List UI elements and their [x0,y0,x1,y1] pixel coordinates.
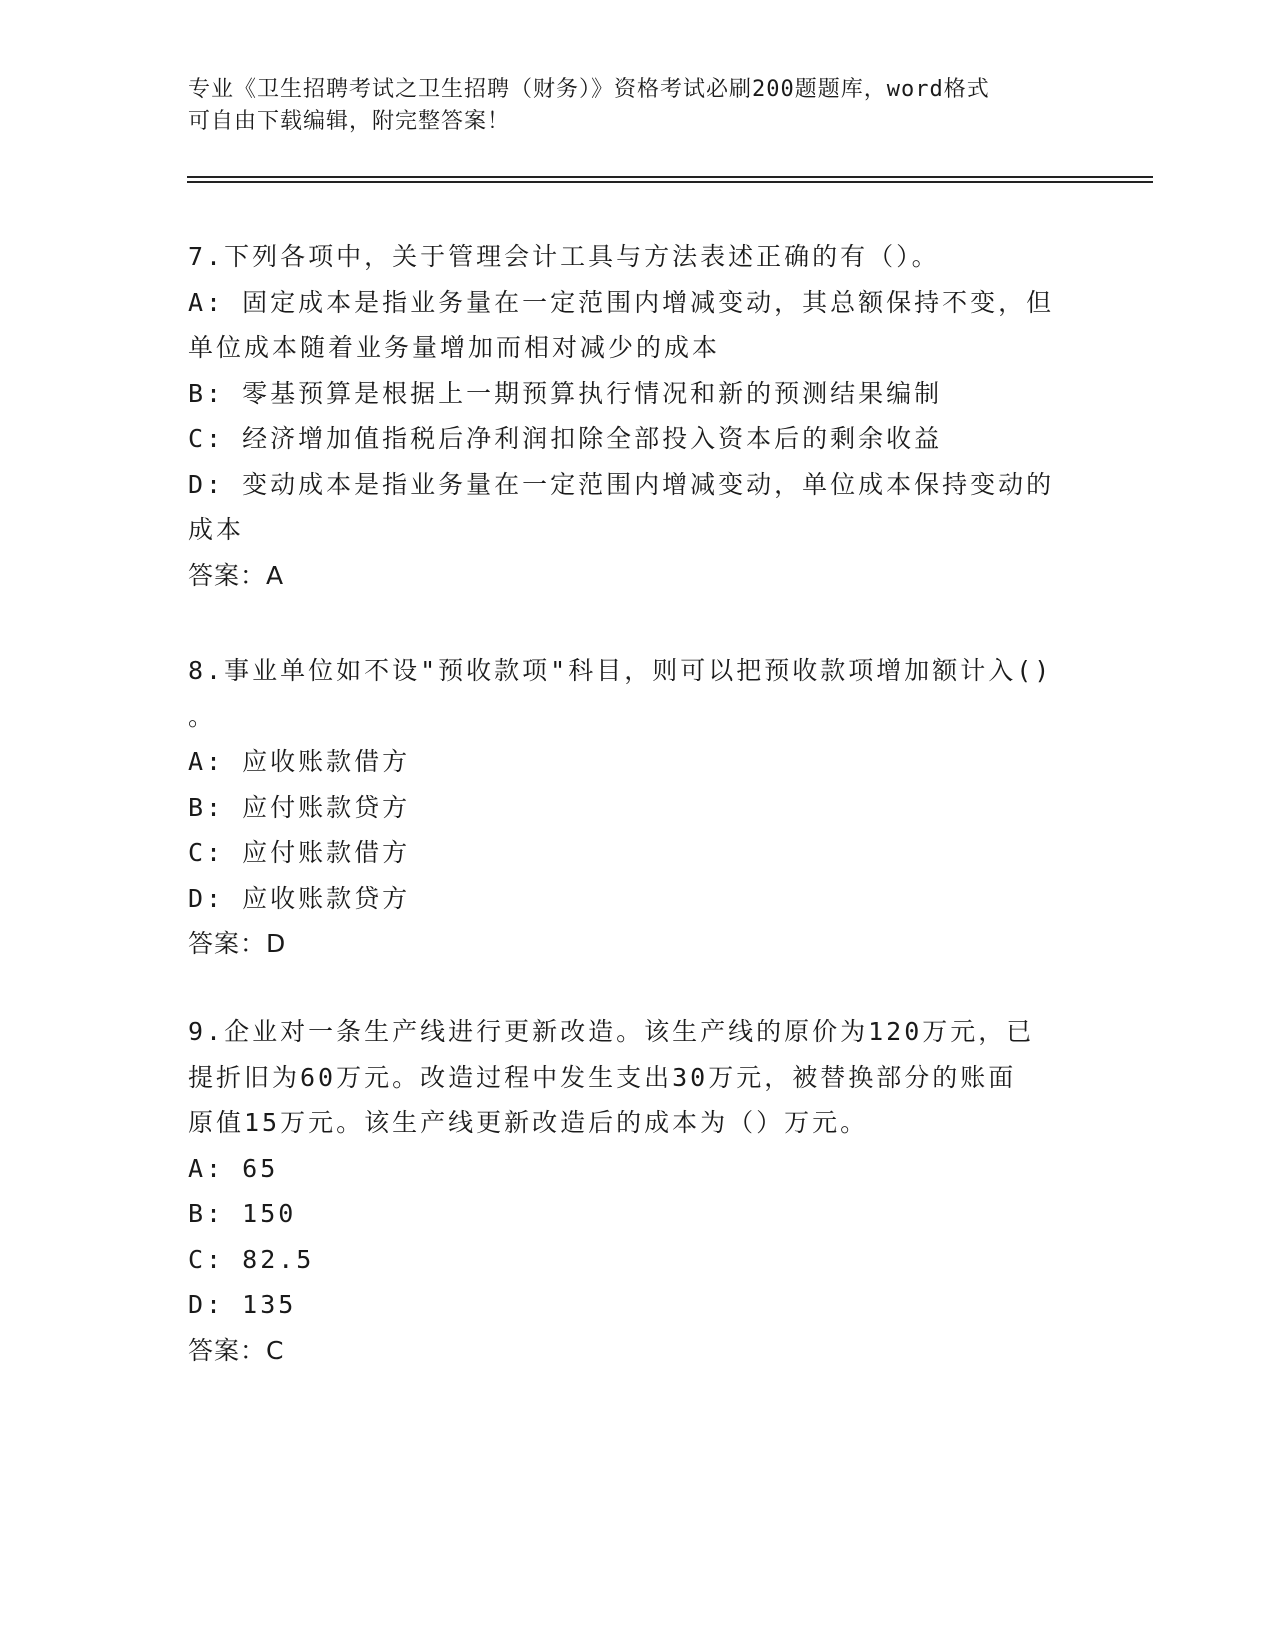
question-7 [188,234,1068,598]
answer-line: 答案：C [188,1335,285,1365]
option-d: D: 应收账款贷方 [188,883,411,913]
header-line: 专业《卫生招聘考试之卫生招聘（财务）》资格考试必刷200题题库，word格式 [188,77,990,102]
option-d: D: 135 [188,1290,297,1319]
question-stem-continued: 原值15万元。该生产线更新改造后的成本为（）万元。 [188,1108,869,1137]
option-b: B: 应付账款贷方 [188,792,411,822]
question-stem: 8.事业单位如不设"预收款项"科目，则可以把预收款项增加额计入() [188,656,1053,685]
option-a: A: 65 [188,1153,279,1183]
question-9 [188,1009,1068,1373]
document-header [188,74,1068,138]
option-c: C: 82.5 [188,1244,315,1274]
answer-line: 答案：A [188,560,285,590]
option-b: B: 150 [188,1199,297,1228]
option-d-continued: 成本 [188,515,245,544]
answer-line: 答案：D [188,929,287,958]
option-a: A: 固定成本是指业务量在一定范围内增减变动，其总额保持不变，但 [188,287,1055,317]
question-8 [188,648,1068,967]
option-b: B: 零基预算是根据上一期预算执行情况和新的预测结果编制 [188,378,943,408]
option-a: A: 应收账款借方 [188,747,411,776]
option-c: C: 经济增加值指税后净利润扣除全部投入资本后的剩余收益 [188,424,943,453]
option-d: D: 变动成本是指业务量在一定范围内增减变动，单位成本保持变动的 [188,469,1055,499]
question-stem-continued: 提折旧为60万元。改造过程中发生支出30万元，被替换部分的账面 [188,1062,1017,1092]
option-c: C: 应付账款借方 [188,838,411,867]
question-stem: 7.下列各项中，关于管理会计工具与方法表述正确的有（）。 [188,242,940,271]
header-divider [187,176,1153,178]
question-stem-continued: 。 [188,701,217,731]
header-line: 可自由下载编辑，附完整答案！ [188,109,511,134]
header-divider [187,181,1153,183]
question-stem: 9.企业对一条生产线进行更新改造。该生产线的原价为120万元，已 [188,1017,1035,1046]
option-a-continued: 单位成本随着业务量增加而相对减少的成本 [188,333,721,362]
